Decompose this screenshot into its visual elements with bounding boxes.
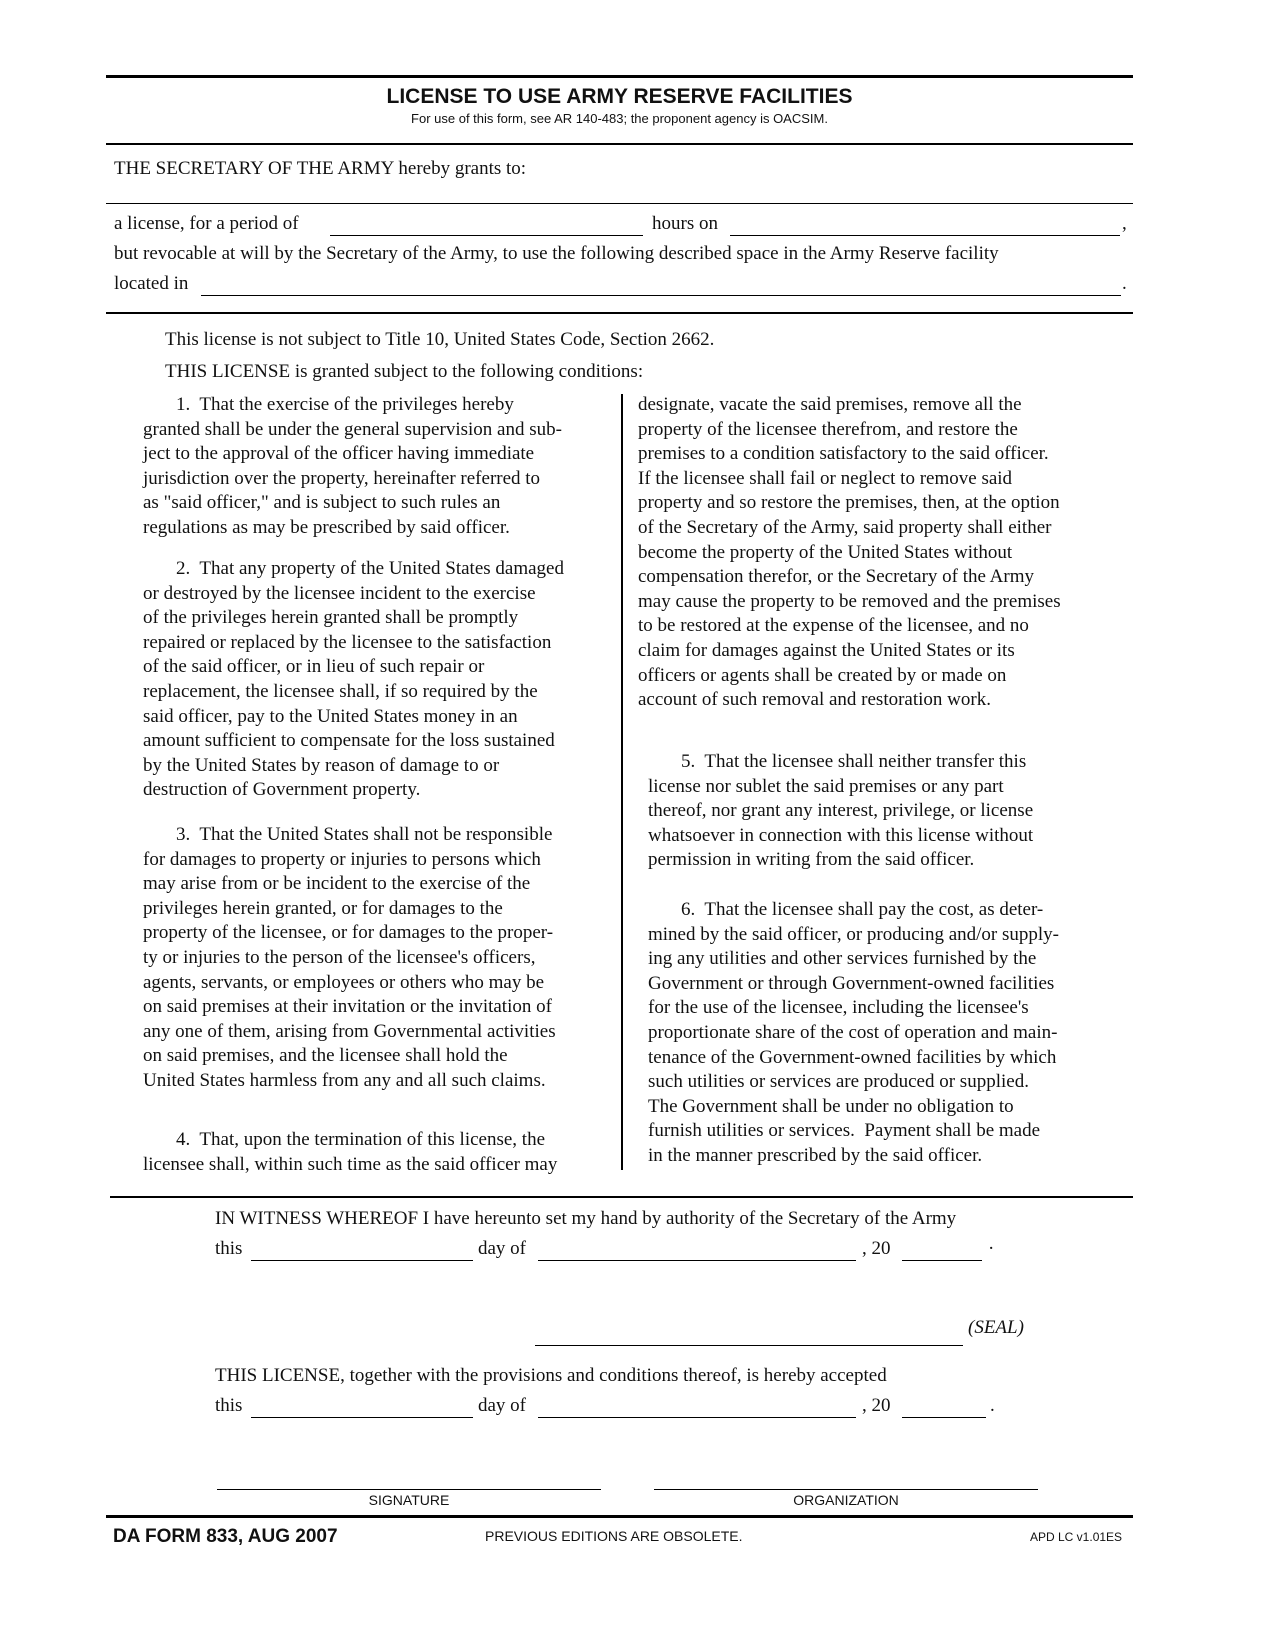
condition-line: property of the licensee therefrom, and restore the bbox=[638, 418, 1018, 440]
grants-to-label: THE SECRETARY OF THE ARMY hereby grants to: bbox=[114, 158, 527, 179]
condition-line: to be restored at the expense of the licensee, and no bbox=[638, 615, 1029, 637]
form-title: LICENSE TO USE ARMY RESERVE FACILITIES bbox=[386, 85, 853, 108]
condition-line: for damages to property or injuries to persons which bbox=[143, 848, 541, 870]
organization-label: ORGANIZATION bbox=[793, 1492, 899, 1508]
condition-line: If the licensee shall fail or neglect to remove said bbox=[638, 467, 1013, 489]
condition-line: amount sufficient to compensate for the loss sustained bbox=[143, 730, 555, 752]
condition-line: 3. That the United States shall not be responsible bbox=[176, 824, 553, 845]
accept-period: . bbox=[990, 1395, 995, 1416]
condition-line: 1. That the exercise of the privileges hereby bbox=[176, 394, 514, 415]
located-in-period: . bbox=[1122, 273, 1127, 294]
period-hours-input[interactable] bbox=[330, 214, 643, 236]
accept-year-prefix: , 20 bbox=[862, 1395, 891, 1416]
condition-line: repaired or replaced by the licensee to the satisfaction bbox=[143, 631, 552, 653]
condition-line: thereof, nor grant any interest, privilege, or license bbox=[648, 800, 1034, 822]
condition-line: claim for damages against the United States or its bbox=[638, 639, 1015, 661]
condition-line: agents, servants, or employees or others who may be bbox=[143, 971, 545, 993]
witness-day-input[interactable] bbox=[251, 1239, 473, 1261]
seal-signature-input[interactable] bbox=[535, 1320, 963, 1346]
condition-line: in the manner prescribed by the said officer. bbox=[648, 1144, 983, 1166]
condition-4-continued bbox=[638, 393, 1118, 713]
grant-bottom-rule bbox=[106, 312, 1133, 314]
condition-line: jurisdiction over the property, hereinafter referred to bbox=[143, 467, 541, 489]
condition-4 bbox=[143, 1128, 613, 1177]
condition-line: any one of them, arising from Governmental activities bbox=[143, 1020, 556, 1042]
condition-line: United States harmless from any and all such claims. bbox=[143, 1069, 546, 1091]
witness-this-label: this bbox=[215, 1238, 243, 1259]
header-bottom-rule bbox=[106, 143, 1133, 145]
condition-3 bbox=[143, 823, 613, 1094]
condition-line: compensation therefor, or the Secretary of the Army bbox=[638, 566, 1034, 588]
condition-line: on said premises, and the licensee shall hold the bbox=[143, 1045, 508, 1067]
condition-line: on said premises at their invitation or the invitation of bbox=[143, 996, 552, 1018]
condition-line: of the privileges herein granted shall be promptly bbox=[143, 607, 519, 629]
signature-label: SIGNATURE bbox=[368, 1492, 450, 1508]
condition-6 bbox=[648, 898, 1118, 1169]
revocable-text: but revocable at will by the Secretary of the Army, to use the following described space in the Army Reserve facility bbox=[114, 243, 999, 264]
top-rule bbox=[106, 75, 1133, 78]
witness-text: IN WITNESS WHEREOF I have hereunto set my hand by authority of the Secretary of the Army bbox=[215, 1208, 957, 1229]
witness-day-of-label: day of bbox=[478, 1238, 527, 1259]
column-divider bbox=[621, 394, 623, 1170]
hours-on-date-input[interactable] bbox=[730, 214, 1120, 236]
hours-on-label: hours on bbox=[652, 213, 718, 234]
condition-line: property and so restore the premises, then, at the option bbox=[638, 492, 1060, 514]
condition-line: ing any utilities and other services furnished by the bbox=[648, 948, 1037, 970]
condition-line: licensee shall, within such time as the said officer may bbox=[143, 1153, 558, 1175]
witness-period: · bbox=[988, 1238, 995, 1259]
form-number: DA FORM 833, AUG 2007 bbox=[113, 1526, 338, 1547]
condition-line: ject to the approval of the officer having immediate bbox=[143, 443, 535, 465]
condition-line: 6. That the licensee shall pay the cost, as deter- bbox=[681, 899, 1044, 920]
located-in-input[interactable] bbox=[201, 274, 1121, 296]
condition-line: mined by the said officer, or producing and/or supply- bbox=[648, 923, 1059, 945]
obsolete-notice: PREVIOUS EDITIONS ARE OBSOLETE. bbox=[485, 1528, 743, 1544]
organization-input[interactable] bbox=[654, 1464, 1038, 1490]
condition-line: privileges herein granted, or for damages to the bbox=[143, 897, 503, 919]
accept-year-input[interactable] bbox=[902, 1396, 986, 1418]
condition-line: officers or agents shall be created by or made on bbox=[638, 664, 1007, 686]
accept-day-of-label: day of bbox=[478, 1395, 527, 1416]
condition-line: destruction of Government property. bbox=[143, 779, 421, 801]
licensee-name-input[interactable] bbox=[106, 182, 1133, 204]
condition-line: Government or through Government-owned facilities bbox=[648, 972, 1055, 994]
condition-line: 2. That any property of the United States damaged bbox=[176, 558, 564, 579]
condition-line: premises to a condition satisfactory to the said officer. bbox=[638, 443, 1049, 465]
condition-line: designate, vacate the said premises, remove all the bbox=[638, 394, 1022, 415]
condition-line: property of the licensee, or for damages to the proper- bbox=[143, 922, 554, 944]
condition-line: become the property of the United States without bbox=[638, 541, 1013, 563]
condition-line: permission in writing from the said officer. bbox=[648, 849, 975, 871]
title10-statement: This license is not subject to Title 10, United States Code, Section 2662. bbox=[165, 329, 715, 350]
condition-line: replacement, the licensee shall, if so required by the bbox=[143, 680, 538, 702]
condition-2 bbox=[143, 557, 613, 803]
witness-year-input[interactable] bbox=[902, 1239, 982, 1261]
condition-line: account of such removal and restoration work. bbox=[638, 689, 991, 711]
condition-line: may cause the property to be removed and the premises bbox=[638, 590, 1061, 612]
conditions-intro: THIS LICENSE is granted subject to the following conditions: bbox=[165, 361, 644, 382]
condition-line: such utilities or services are produced or supplied. bbox=[648, 1071, 1029, 1093]
condition-line: 5. That the licensee shall neither transfer this bbox=[681, 751, 1027, 772]
condition-line: ty or injuries to the person of the licensee's officers, bbox=[143, 946, 536, 968]
condition-line: tenance of the Government-owned facilities by which bbox=[648, 1046, 1057, 1068]
condition-line: furnish utilities or services. Payment shall be made bbox=[648, 1120, 1041, 1142]
version-label: APD LC v1.01ES bbox=[1030, 1530, 1123, 1544]
condition-line: The Government shall be under no obligation to bbox=[648, 1095, 1014, 1117]
accept-this-label: this bbox=[215, 1395, 243, 1416]
period-comma: , bbox=[1122, 213, 1127, 234]
witness-month-input[interactable] bbox=[538, 1239, 856, 1261]
condition-line: by the United States by reason of damage to or bbox=[143, 754, 500, 776]
condition-line: proportionate share of the cost of operation and main- bbox=[648, 1021, 1058, 1043]
condition-line: for the use of the licensee, including the licensee's bbox=[648, 997, 1029, 1019]
conditions-bottom-rule bbox=[110, 1196, 1133, 1198]
condition-line: whatsoever in connection with this license without bbox=[648, 824, 1034, 846]
condition-line: of the Secretary of the Army, said property shall either bbox=[638, 516, 1052, 538]
period-label: a license, for a period of bbox=[114, 213, 299, 234]
condition-line: 4. That, upon the termination of this license, the bbox=[176, 1129, 546, 1150]
condition-5 bbox=[648, 750, 1118, 873]
condition-line: granted shall be under the general supervision and sub- bbox=[143, 418, 562, 440]
witness-year-prefix: , 20 bbox=[862, 1238, 891, 1259]
seal-label: (SEAL) bbox=[968, 1317, 1024, 1338]
form-subtitle: For use of this form, see AR 140-483; the proponent agency is OACSIM. bbox=[411, 111, 828, 126]
signature-input[interactable] bbox=[217, 1464, 601, 1490]
located-in-label: located in bbox=[114, 273, 189, 294]
condition-line: license nor sublet the said premises or any part bbox=[648, 775, 1004, 797]
condition-line: regulations as may be prescribed by said officer. bbox=[143, 516, 510, 538]
condition-1 bbox=[143, 393, 613, 541]
accept-month-input[interactable] bbox=[538, 1396, 856, 1418]
acceptance-text: THIS LICENSE, together with the provisions and conditions thereof, is hereby accepted bbox=[215, 1365, 887, 1386]
accept-day-input[interactable] bbox=[251, 1396, 473, 1418]
condition-line: may arise from or be incident to the exercise of the bbox=[143, 873, 531, 895]
condition-line: as "said officer," and is subject to such rules an bbox=[143, 492, 501, 514]
footer-rule bbox=[106, 1515, 1133, 1518]
condition-line: or destroyed by the licensee incident to the exercise bbox=[143, 582, 536, 604]
condition-line: of the said officer, or in lieu of such repair or bbox=[143, 656, 485, 678]
condition-line: said officer, pay to the United States money in an bbox=[143, 705, 518, 727]
